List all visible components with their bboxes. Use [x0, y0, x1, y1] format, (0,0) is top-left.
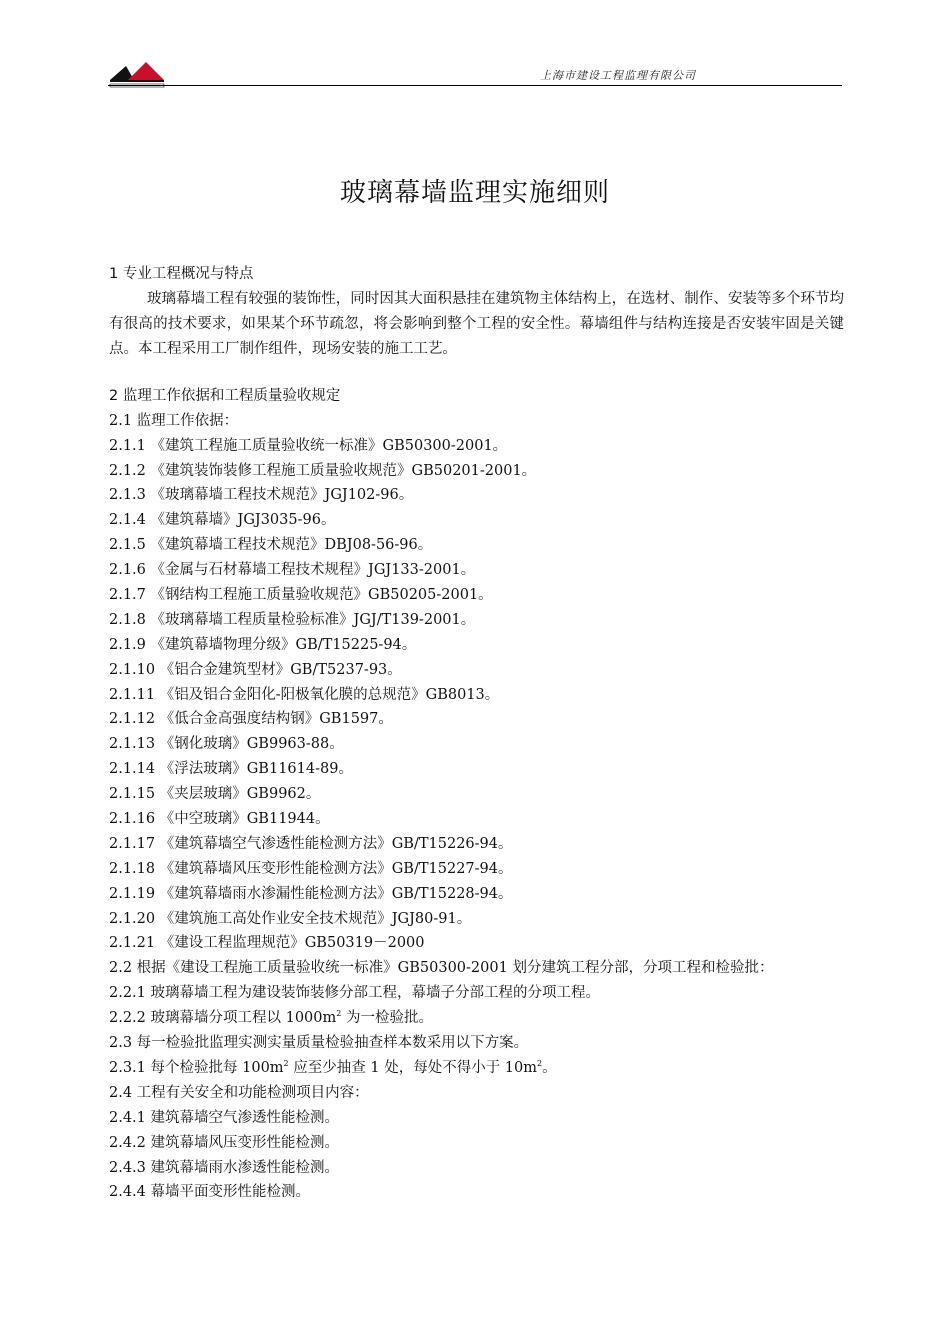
- standard-item: 2.1.9 《建筑幕墙物理分级》GB/T15225-94。: [109, 636, 417, 653]
- standards-list: [109, 434, 844, 957]
- subsection-2-1: 2.1 监理工作依据：: [109, 412, 239, 429]
- standard-item: 2.1.4 《建筑幕墙》JGJ3035-96。: [109, 512, 336, 529]
- standard-item: 2.1.8 《玻璃幕墙工程质量检验标准》JGJ/T139-2001。: [109, 611, 476, 628]
- standard-item: 2.1.20 《建筑施工高处作业安全技术规范》JGJ80-91。: [109, 910, 472, 927]
- section1-paragraph: 玻璃幕墙工程有较强的装饰性，同时因其大面积悬挂在建筑物主体结构上，在选材、制作、安装等多个环节均有很高的技术要求，如果某个环节疏忽，将会影响到整个工程的安全性。幕墙组件与结构连接是否安装牢固是关键点。本工程采用工厂制作组件，现场安装的施工工艺。: [109, 290, 844, 357]
- standard-item: 2.1.1 《建筑工程施工质量验收统一标准》GB50300-2001。: [109, 437, 508, 454]
- standard-item: 2.1.16 《中空玻璃》GB11944。: [109, 811, 330, 828]
- standard-item: 2.1.3 《玻璃幕墙工程技术规范》JGJ102-96。: [109, 487, 414, 504]
- standard-item: 2.1.13 《钢化玻璃》GB9963-88。: [109, 736, 344, 753]
- standard-item: 2.1.17 《建筑幕墙空气渗透性能检测方法》GB/T15226-94。: [109, 835, 513, 852]
- document-body: [109, 262, 844, 1205]
- standard-item: 2.1.5 《建筑幕墙工程技术规范》DBJ08-56-96。: [109, 537, 433, 554]
- test-item: 2.4.4 幕墙平面变形性能检测。: [109, 1184, 311, 1201]
- subsection-2-3-1: 2.3.1 每个检验批每 $100m^2$ 应至少抽查 1 处，每处不得小于 $10m^2$。: [109, 1059, 557, 1076]
- subsection-2-2: 2.2 根据《建设工程施工质量验收统一标准》GB50300-2001 划分建筑工程分部，分项工程和检验批：: [109, 960, 774, 977]
- standard-item: 2.1.10 《铝合金建筑型材》GB/T5237-93。: [109, 661, 402, 678]
- standard-item: 2.1.7 《钢结构工程施工质量验收规范》GB50205-2001。: [109, 587, 493, 604]
- section2-heading: 2 监理工作依据和工程质量验收规定: [109, 387, 341, 404]
- company-name: 上海市建设工程监理有限公司: [540, 69, 696, 82]
- standard-item: 2.1.14 《浮法玻璃》GB11614-89。: [109, 761, 353, 778]
- tests-list: [109, 1106, 844, 1206]
- standard-item: 2.1.21 《建设工程监理规范》GB50319－2000: [109, 935, 425, 952]
- company-logo: [108, 58, 166, 88]
- subsection-2-3: 2.3 每一检验批监理实测实量质量检验抽查样本数采用以下方案。: [109, 1035, 529, 1052]
- subsection-2-2-1: 2.2.1 玻璃幕墙工程为建设装饰装修分部工程，幕墙子分部工程的分项工程。: [109, 985, 601, 1002]
- standard-item: 2.1.18 《建筑幕墙风压变形性能检测方法》GB/T15227-94。: [109, 860, 513, 877]
- header-divider: [108, 85, 842, 86]
- standard-item: 2.1.12 《低合金高强度结构钢》GB1597。: [109, 711, 393, 728]
- standard-item: 2.1.11 《铝及铝合金阳化-阳极氧化膜的总规范》GB8013。: [109, 686, 500, 703]
- standard-item: 2.1.2 《建筑装饰装修工程施工质量验收规范》GB50201-2001。: [109, 462, 537, 479]
- test-item: 2.4.3 建筑幕墙雨水渗透性能检测。: [109, 1159, 340, 1176]
- standard-item: 2.1.15 《夹层玻璃》GB9962。: [109, 786, 321, 803]
- test-item: 2.4.2 建筑幕墙风压变形性能检测。: [109, 1134, 340, 1151]
- subsection-2-2-2: 2.2.2 玻璃幕墙分项工程以 $1000m^2$ 为一检验批。: [109, 1009, 433, 1027]
- subsection-2-4: 2.4 工程有关安全和功能检测项目内容：: [109, 1084, 369, 1101]
- page-header: [108, 58, 842, 88]
- test-item: 2.4.1 建筑幕墙空气渗透性能检测。: [109, 1109, 340, 1126]
- section1-heading: 1 专业工程概况与特点: [109, 266, 254, 282]
- document-title: 玻璃幕墙监理实施细则: [339, 178, 610, 208]
- standard-item: 2.1.19 《建筑幕墙雨水渗漏性能检测方法》GB/T15228-94。: [109, 885, 513, 902]
- standard-item: 2.1.6 《金属与石材幕墙工程技术规程》JGJ133-2001。: [109, 562, 476, 579]
